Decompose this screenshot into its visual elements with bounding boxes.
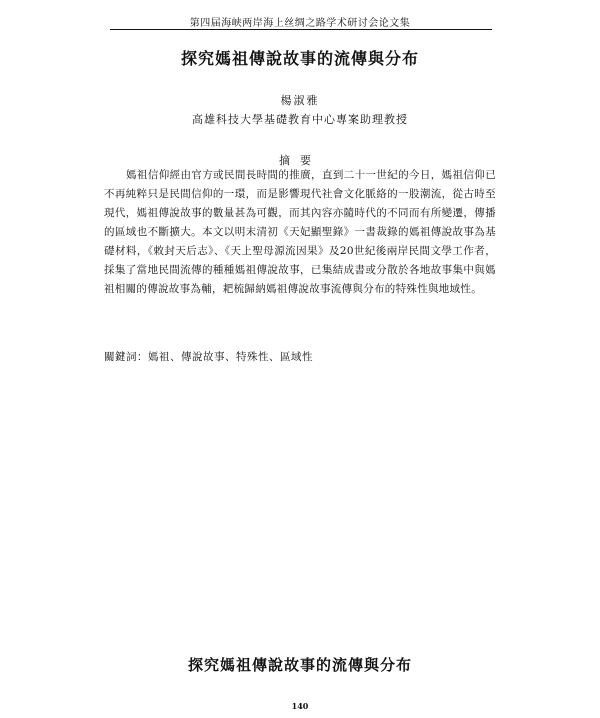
paper-title: 探究媽祖傳說故事的流傳與分布 [180, 49, 419, 68]
running-header: 第四届海峡两岸海上丝绸之路学术研讨会论文集 [189, 18, 411, 29]
page-number: 140 [291, 701, 309, 711]
footer-title: 探究媽祖傳說故事的流傳與分布 [187, 656, 412, 674]
abstract-heading: 摘要 [279, 154, 321, 167]
abstract-body: 媽祖信仰經由官方或民間長時間的推廣，直到二十一世紀的今日，媽祖信仰已不再純粹只是民間信仰的一環，而是影響現代社會文化脈絡的一股潮流，從古時至現代，媽祖傳說故事的數量甚為可觀，而其內容亦隨時代的不同而有所變遷，傳播的區域也不斷擴大。本文以明末清初《天妃顯聖錄》一書裁錄的媽祖傳說故事為基礎材料，《敕封天后志》、《天上聖母源流因果》及20世紀後兩岸民間文學工作者，採集了當地民間流傳的種種媽祖傳說故事，已集結成書或分散於各地故事集中與媽祖相關的傳說故事為輔，耙梳歸納媽祖傳說故事流傳與分布的特殊性與地域性。 [104, 169, 496, 295]
author-name: 楊淑雅 [280, 94, 320, 107]
author-affiliation: 高雄科技大學基礎教育中心專案助理教授 [192, 113, 408, 126]
header-rule [110, 29, 492, 30]
keywords: 關鍵詞：媽祖、傳說故事、特殊性、區域性 [104, 351, 313, 363]
